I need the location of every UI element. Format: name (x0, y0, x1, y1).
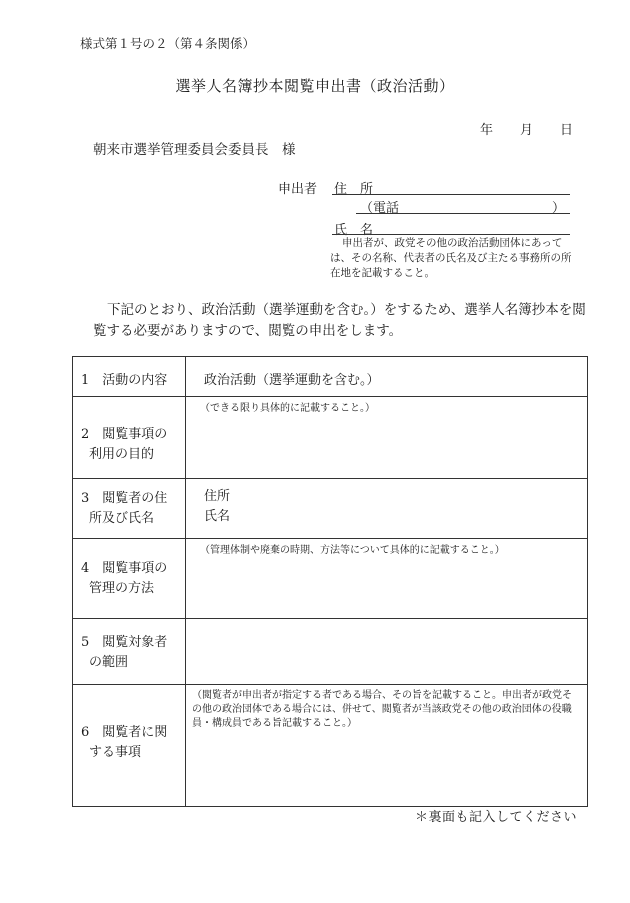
row-label-line1: 5 閲覧対象者 (81, 635, 168, 650)
row-label-cell (73, 685, 186, 807)
date-year-label: 年 (480, 123, 494, 138)
applicant-address-label: 住 所 (334, 182, 374, 197)
management-hint: （管理体制や廃棄の時期、方法等について具体的に記載すること。） (200, 545, 505, 556)
applicant-note: 申出者が、政党その他の政治活動団体にあっては、その名称、代表者の氏名及び主たる事務所の所在地を記載すること。 (330, 237, 572, 279)
viewer-name-label: 氏名 (204, 509, 231, 524)
applicant-label: 申出者 (278, 182, 318, 197)
row-label-line2: する事項 (89, 745, 142, 760)
row-label (73, 479, 185, 529)
applicant-phone-close: ） (552, 201, 566, 216)
row-label-line1: 6 閲覧者に関 (81, 725, 168, 740)
row-label-cell (73, 479, 186, 539)
row-label-line1: 4 閲覧事項の (81, 561, 168, 576)
viewer-matters-input-cell[interactable] (186, 685, 588, 807)
table-row-management (73, 539, 588, 619)
row-label (73, 685, 185, 763)
table-row-target-range (73, 619, 588, 685)
addressee: 朝来市選挙管理委員会委員長 様 (93, 142, 296, 158)
viewer-matters-hint: （閲覧者が申出者が指定する者である場合、その旨を記載すること。申出者が政党その他の政治団体である場合には、併せて、閲覧者が当該政党その他の政治団体の役職員・構成員である旨記載すること。） (192, 690, 572, 729)
purpose-hint: （できる限り具体的に記載すること。） (200, 403, 375, 414)
row-label-cell (73, 357, 186, 397)
row-label (73, 397, 185, 465)
form-number: 様式第１号の２（第４条関係） (80, 36, 256, 51)
row-label-line2: 利用の目的 (89, 447, 155, 462)
date-day-label: 日 (560, 123, 574, 138)
purpose-input-cell[interactable] (186, 397, 588, 479)
row-label-cell (73, 397, 186, 479)
row-label-line1: 2 閲覧事項の (81, 427, 168, 442)
date-month-label: 月 (520, 123, 534, 138)
row-label (73, 539, 185, 599)
row-label (73, 619, 185, 673)
table-row-viewer-info (73, 479, 588, 539)
row-label-cell (73, 619, 186, 685)
viewer-address-label: 住所 (204, 489, 231, 504)
intro-paragraph: 下記のとおり、政治活動（選挙運動を含む。）をするため、選挙人名簿抄本を閲覧する必要がありますので、閲覧の申出をします。 (93, 302, 586, 339)
row-label: 1 活動の内容 (81, 373, 168, 388)
table-row-activity (73, 357, 588, 397)
activity-content: 政治活動（選挙運動を含む。） (204, 373, 380, 388)
activity-content-cell (186, 357, 588, 397)
table-row-viewer-matters (73, 685, 588, 807)
row-label-line2: 所及び氏名 (89, 511, 155, 526)
applicant-address-line[interactable] (332, 194, 570, 195)
row-label-line2: 管理の方法 (89, 581, 155, 596)
application-table (72, 356, 588, 807)
document-title: 選挙人名簿抄本閲覧申出書（政治活動） (175, 77, 455, 95)
applicant-name-line[interactable] (332, 234, 570, 235)
applicant-name-label: 氏 名 (334, 223, 374, 238)
viewer-info-fields (186, 479, 587, 527)
row-label-line2: の範囲 (89, 655, 129, 670)
applicant-phone-label: （電話 (360, 201, 400, 216)
footer-note: ＊裏面も記入してください (415, 810, 578, 825)
row-label-cell (73, 539, 186, 619)
row-label-line1: 3 閲覧者の住 (81, 491, 168, 506)
applicant-phone-line[interactable] (356, 213, 570, 214)
table-row-purpose (73, 397, 588, 479)
viewer-info-input-cell[interactable] (186, 479, 588, 539)
management-input-cell[interactable] (186, 539, 588, 619)
target-range-input-cell[interactable] (186, 619, 588, 685)
